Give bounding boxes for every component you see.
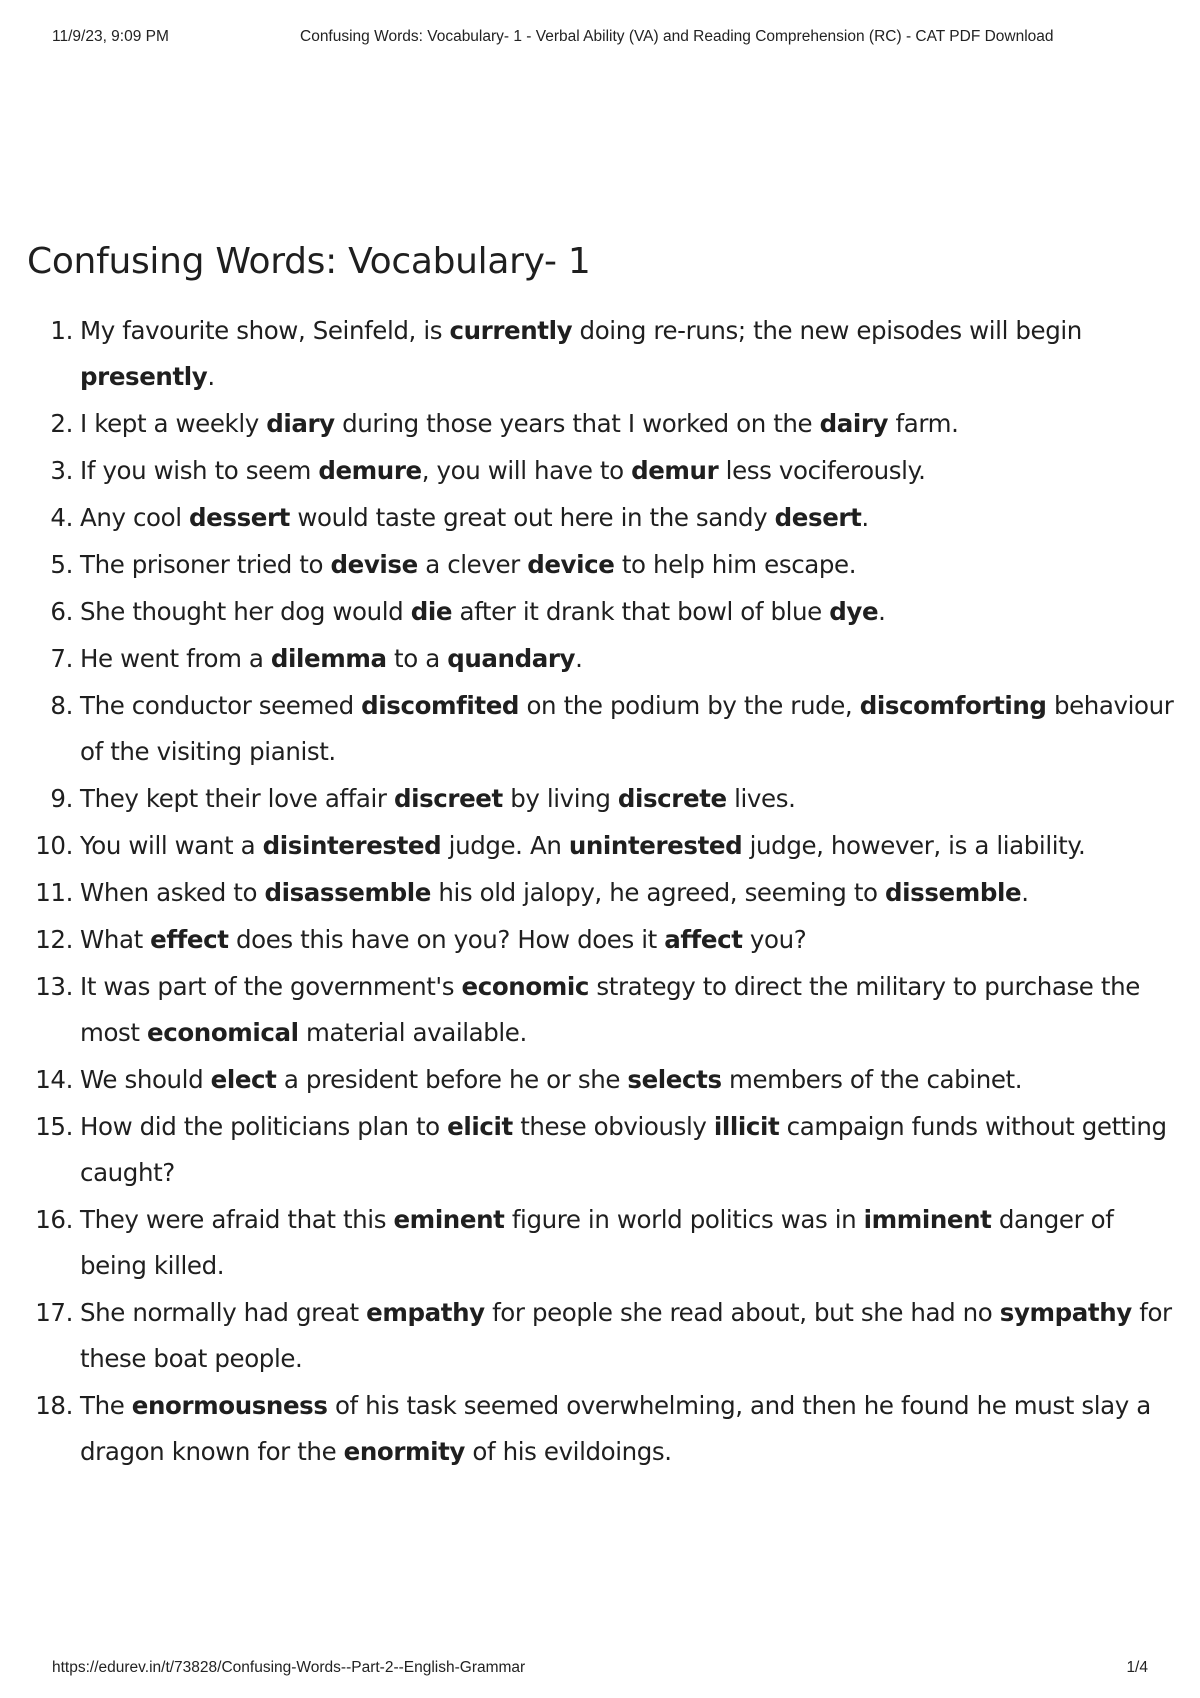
list-item-number: 11. (35, 878, 73, 907)
list-item-number: 10. (35, 831, 73, 860)
highlighted-word: discomfited (361, 691, 520, 720)
highlighted-word: device (527, 550, 615, 579)
page-title: Confusing Words: Vocabulary- 1 (27, 241, 591, 282)
sentence-text: to help him escape. (614, 550, 857, 579)
highlighted-word: quandary (447, 644, 576, 673)
list-item-number: 18. (35, 1391, 73, 1420)
sentence-text: you? (742, 925, 807, 954)
sentence-text: The prisoner tried to (80, 550, 331, 579)
sentence-text: You will want a (80, 831, 263, 860)
sentence-text: How did the politicians plan to (80, 1112, 448, 1141)
sentence-text: campaign funds without getting caught? (80, 1112, 1167, 1187)
list-item-number: 14. (35, 1065, 73, 1094)
sentence-text: members of the cabinet. (721, 1065, 1023, 1094)
sentence-text: . (575, 644, 583, 673)
highlighted-word: currently (449, 316, 573, 345)
list-item (27, 1104, 1177, 1196)
highlighted-word: presently (80, 362, 208, 391)
highlighted-word: empathy (366, 1298, 485, 1327)
sentence-text: She normally had great (80, 1298, 367, 1327)
highlighted-word: illicit (713, 1112, 780, 1141)
sentence-text: his old jalopy, he agreed, seeming to (430, 878, 886, 907)
highlighted-word: economic (461, 972, 589, 1001)
list-item (27, 401, 1177, 447)
sentence-text: , you will have to (421, 456, 632, 485)
sentence-text: farm. (888, 409, 959, 438)
sentence-text: these obviously (512, 1112, 714, 1141)
list-item-number: 5. (50, 550, 73, 579)
list-item-number: 6. (50, 597, 73, 626)
highlighted-word: economical (147, 1018, 299, 1047)
highlighted-word: elect (210, 1065, 277, 1094)
highlighted-word: discrete (617, 784, 727, 813)
list-item (27, 1383, 1177, 1475)
article (27, 236, 1177, 1476)
highlighted-word: dilemma (270, 644, 387, 673)
list-item-number: 3. (50, 456, 73, 485)
highlighted-word: selects (627, 1065, 722, 1094)
print-url: https://edurev.in/t/73828/Confusing-Words--Part-2--English-Grammar (52, 1659, 526, 1676)
highlighted-word: diary (266, 409, 335, 438)
list-item (27, 917, 1177, 963)
sentence-text: We should (80, 1065, 211, 1094)
sentence-text: would taste great out here in the sandy (289, 503, 775, 532)
sentence-text: during those years that I worked on the (334, 409, 820, 438)
list-item (27, 964, 1177, 1056)
highlighted-word: uninterested (568, 831, 743, 860)
sentence-text: less vociferously. (718, 456, 926, 485)
list-item (27, 776, 1177, 822)
highlighted-word: dissemble (885, 878, 1022, 907)
list-item-number: 17. (35, 1298, 73, 1327)
list-item (27, 823, 1177, 869)
sentence-text: doing re-runs; the new episodes will begin (572, 316, 1082, 345)
sentence-text: material available. (298, 1018, 527, 1047)
sentence-text: Any cool (80, 503, 190, 532)
sentence-text: lives. (726, 784, 796, 813)
highlighted-word: discomforting (859, 691, 1047, 720)
highlighted-word: desert (774, 503, 862, 532)
list-item-number: 13. (35, 972, 73, 1001)
list-item-number: 15. (35, 1112, 73, 1141)
word-list (27, 308, 1177, 1475)
sentence-text: figure in world politics was in (504, 1205, 864, 1234)
highlighted-word: dye (829, 597, 879, 626)
highlighted-word: imminent (863, 1205, 992, 1234)
highlighted-word: dairy (819, 409, 889, 438)
sentence-text: . (207, 362, 215, 391)
sentence-text: . (878, 597, 886, 626)
sentence-text: . (861, 503, 869, 532)
list-item-number: 12. (35, 925, 73, 954)
sentence-text: She thought her dog would (80, 597, 411, 626)
list-item (27, 1057, 1177, 1103)
page-number: 1/4 (1126, 1659, 1148, 1676)
sentence-text: does this have on you? How does it (228, 925, 665, 954)
sentence-text: The (80, 1391, 132, 1420)
sentence-text: on the podium by the rude, (519, 691, 860, 720)
sentence-text: judge, however, is a liability. (742, 831, 1086, 860)
sentence-text: What (80, 925, 151, 954)
list-item (27, 683, 1177, 775)
sentence-text: I kept a weekly (80, 409, 267, 438)
sentence-text: The conductor seemed (80, 691, 362, 720)
sentence-text: He went from a (80, 644, 271, 673)
sentence-text: behaviour of the visiting pianist. (80, 691, 1174, 766)
print-footer (52, 1659, 1148, 1683)
highlighted-word: enormity (343, 1437, 466, 1466)
highlighted-word: enormousness (131, 1391, 328, 1420)
sentence-text: My favourite show, Seinfeld, is (80, 316, 450, 345)
sentence-text: for these boat people. (80, 1298, 1172, 1373)
highlighted-word: discreet (393, 784, 503, 813)
sentence-text: They were afraid that this (80, 1205, 394, 1234)
highlighted-word: effect (150, 925, 229, 954)
highlighted-word: demur (631, 456, 719, 485)
list-item (27, 308, 1177, 400)
sentence-text: judge. An (441, 831, 569, 860)
highlighted-word: demure (318, 456, 422, 485)
sentence-text: strategy to direct the military to purchase the most (80, 972, 1140, 1047)
sentence-text: to a (386, 644, 448, 673)
print-doc-title: Confusing Words: Vocabulary- 1 - Verbal Ability (VA) and Reading Comprehension (RC) - CAT PDF Download (300, 28, 1054, 45)
highlighted-word: sympathy (999, 1298, 1132, 1327)
highlighted-word: elicit (447, 1112, 513, 1141)
list-item-number: 4. (50, 503, 73, 532)
highlighted-word: disinterested (262, 831, 442, 860)
list-item-number: 9. (50, 784, 73, 813)
sentence-text: danger of being killed. (80, 1205, 1114, 1280)
list-item (27, 1290, 1177, 1382)
list-item (27, 870, 1177, 916)
print-header (52, 28, 1148, 52)
highlighted-word: dessert (189, 503, 290, 532)
list-item (27, 495, 1177, 541)
list-item (27, 542, 1177, 588)
list-item-number: 8. (50, 691, 73, 720)
sentence-text: They kept their love affair (80, 784, 394, 813)
sentence-text: of his evildoings. (465, 1437, 672, 1466)
list-item-number: 16. (35, 1205, 73, 1234)
sentence-text: of his task seemed overwhelming, and then he found he must slay a dragon known for the (80, 1391, 1151, 1466)
list-item-number: 2. (50, 409, 73, 438)
list-item (27, 636, 1177, 682)
highlighted-word: affect (664, 925, 743, 954)
highlighted-word: disassemble (264, 878, 431, 907)
sentence-text: It was part of the government's (80, 972, 462, 1001)
highlighted-word: eminent (393, 1205, 505, 1234)
sentence-text: a clever (417, 550, 528, 579)
list-item-number: 1. (50, 316, 73, 345)
sentence-text: after it drank that bowl of blue (452, 597, 830, 626)
sentence-text: by living (502, 784, 618, 813)
list-item (27, 448, 1177, 494)
sentence-text: a president before he or she (276, 1065, 628, 1094)
highlighted-word: die (410, 597, 453, 626)
sentence-text: When asked to (80, 878, 265, 907)
list-item (27, 1197, 1177, 1289)
list-item-number: 7. (50, 644, 73, 673)
sentence-text: If you wish to seem (80, 456, 319, 485)
highlighted-word: devise (330, 550, 418, 579)
sentence-text: for people she read about, but she had no (484, 1298, 1000, 1327)
list-item (27, 589, 1177, 635)
print-datetime: 11/9/23, 9:09 PM (52, 28, 169, 45)
sentence-text: . (1021, 878, 1029, 907)
